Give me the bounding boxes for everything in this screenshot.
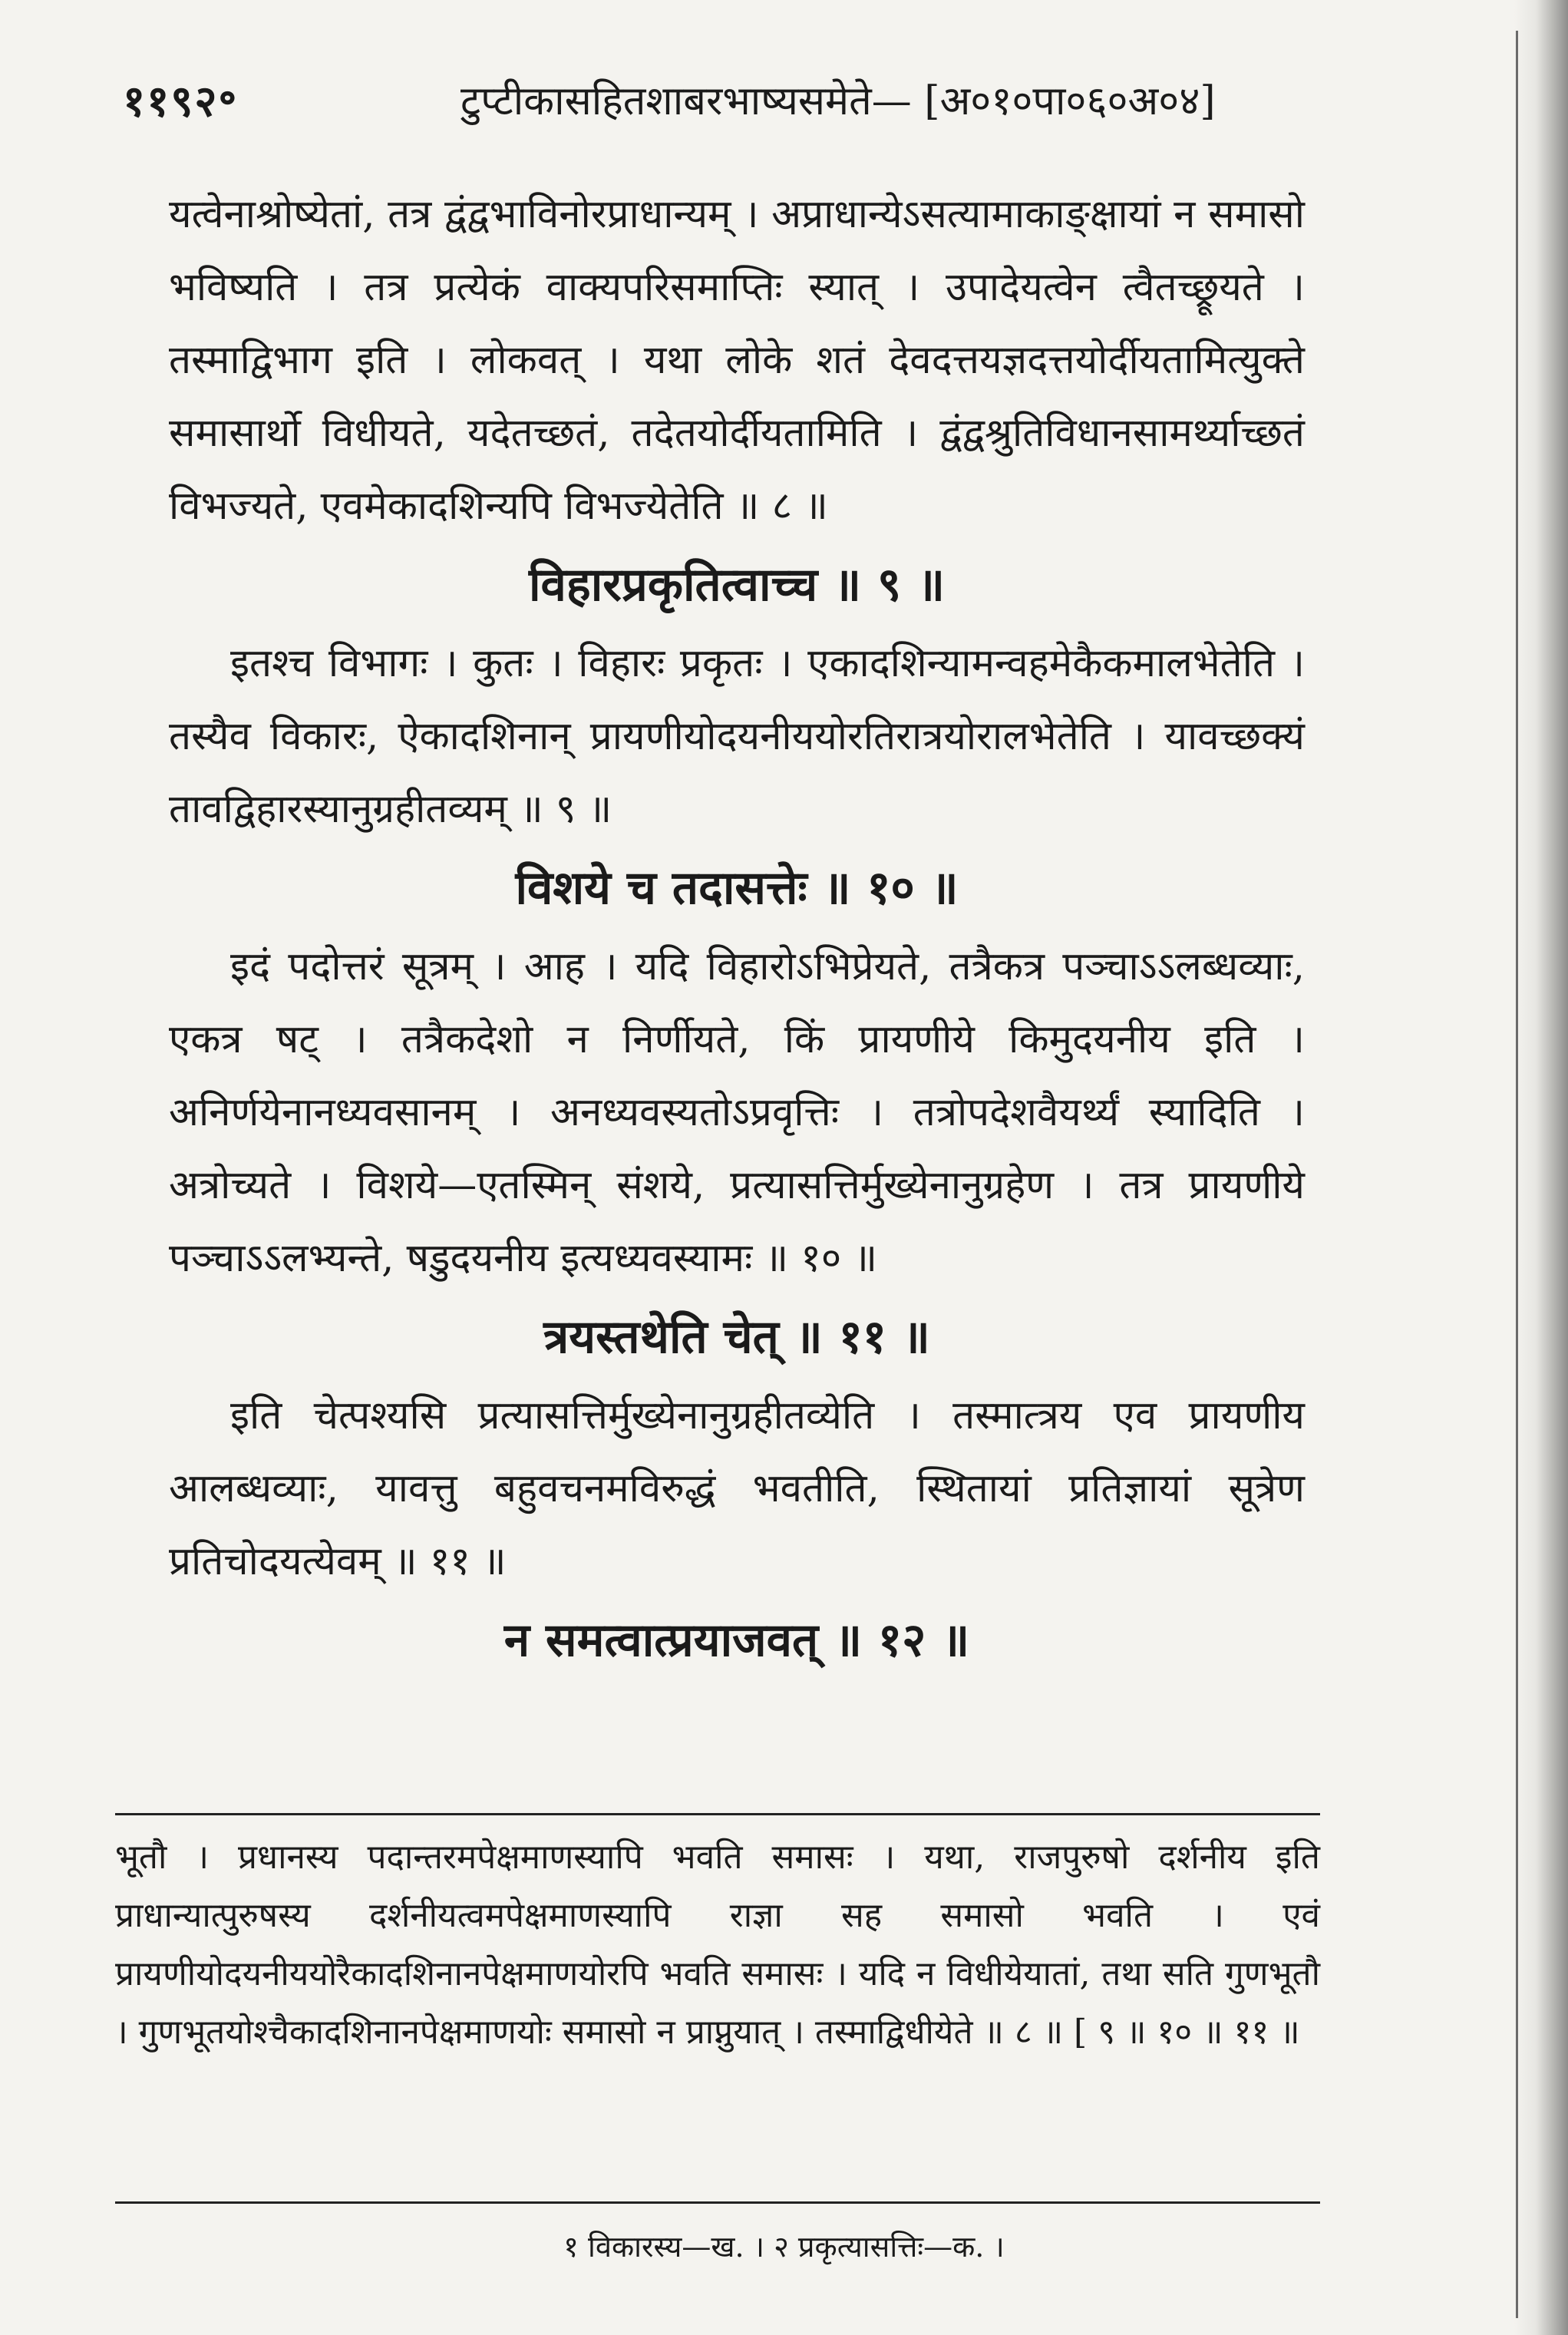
sutra-9: विहारप्रकृतित्वाच्च ॥ ९ ॥	[528, 558, 946, 612]
running-title: टुप्टीकासहितशाबरभाष्यसमेते— [अ०१०पा०६०अ०४]	[460, 78, 1216, 124]
page-header	[123, 71, 1381, 140]
page-edge-shadow	[1514, 0, 1568, 2335]
binding-line	[1516, 31, 1518, 2318]
footnote-divider	[115, 2201, 1320, 2204]
footnote: १ विकारस्य—ख. । २ प्रकृत्यासत्तिः—क. ।	[563, 2230, 1005, 2264]
commentary-notes	[115, 1828, 1320, 2062]
paragraph-1: यत्वेनाश्रोष्येतां, तत्र द्वंद्वभाविनोरप्राधान्यम् । अप्राधान्येऽसत्यामाकाङ्क्षायां न समासो भविष्यति । तत्र प्रत्येकं वाक्यपरिसमाप्तिः स्यात् । उपादेयत्वेन त्वैतच्छ्रूयते । तस्माद्विभाग इति । लोकवत् । यथा लोके शतं देवदत्तयज्ञदत्तयोर्दीयतामित्युक्ते समासार्थो विधीयते, यदेतच्छतं, तदेतयोर्दीयतामिति । द्वंद्वश्रुतिविधानसामर्थ्याच्छतं विभज्यते, एवमेकादशिन्यपि विभज्येतेति ॥ ८ ॥	[169, 192, 1305, 529]
main-text	[169, 178, 1305, 1683]
note-text: भूतौ । प्रधानस्य पदान्तरमपेक्षमाणस्यापि भवति समासः । यथा, राजपुरुषो दर्शनीय इति प्राधान्यात्पुरुषस्य दर्शनीयत्वमपेक्षमाणस्यापि राज्ञा सह समासो भवति । एवं प्रायणीयोदयनीययोरैकादशिनानपेक्षमाणयोरपि भवति समासः । यदि न विधीयेयातां, तथा सति गुणभूतौ । गुणभूतयोश्चैकादशिनानपेक्षमाणयोः समासो न प्राप्नुयात् । तस्माद्विधीयेते ॥ ८ ॥ [ ९ ॥ १० ॥ ११ ॥	[115, 1838, 1320, 2052]
sutra-10: विशये च तदासत्तेः ॥ १० ॥	[515, 861, 959, 915]
page-number: ११९२॰	[123, 76, 239, 127]
paragraph-3: इदं पदोत्तरं सूत्रम् । आह । यदि विहारोऽभिप्रेयते, तत्रैकत्र पञ्चाऽऽलब्धव्याः, एकत्र षट् । तत्रैकदेशो न निर्णीयते, किं प्रायणीये किमुदयनीय इति । अनिर्णयेनानध्यवसानम् । अनध्यवस्यतोऽप्रवृत्तिः । तत्रोपदेशवैयर्थ्यं स्यादिति । अत्रोच्यते । विशये—एतस्मिन् संशये, प्रत्यासत्तिर्मुख्येनानुग्रहेण । तत्र प्रायणीये पञ्चाऽऽलभ्यन्ते, षडुदयनीय इत्यध्यवस्यामः ॥ १० ॥	[169, 944, 1305, 1281]
notes-divider	[115, 1813, 1320, 1815]
sutra-11: त्रयस्तथेति चेत् ॥ ११ ॥	[543, 1310, 930, 1364]
paragraph-4: इति चेत्पश्यसि प्रत्यासत्तिर्मुख्येनानुग्रहीतव्येति । तस्मात्त्रय एव प्रायणीय आलब्धव्याः, यावत्तु बहुवचनमविरुद्धं भवतीति, स्थितायां प्रतिज्ञायां सूत्रेण प्रतिचोदयत्येवम् ॥ ११ ॥	[169, 1393, 1305, 1584]
sutra-12: न समत्वात्प्रयाजवत् ॥ १२ ॥	[503, 1613, 970, 1667]
paragraph-2: इतश्च विभागः । कुतः । विहारः प्रकृतः । एकादशिन्यामन्वहमेकैकमालभेतेति । तस्यैव विकारः, ऐकादशिनान् प्रायणीयोदयनीययोरतिरात्रयोरालभेतेति । यावच्छक्यं तावद्विहारस्यानुग्रहीतव्यम् ॥ ९ ॥	[169, 641, 1305, 832]
